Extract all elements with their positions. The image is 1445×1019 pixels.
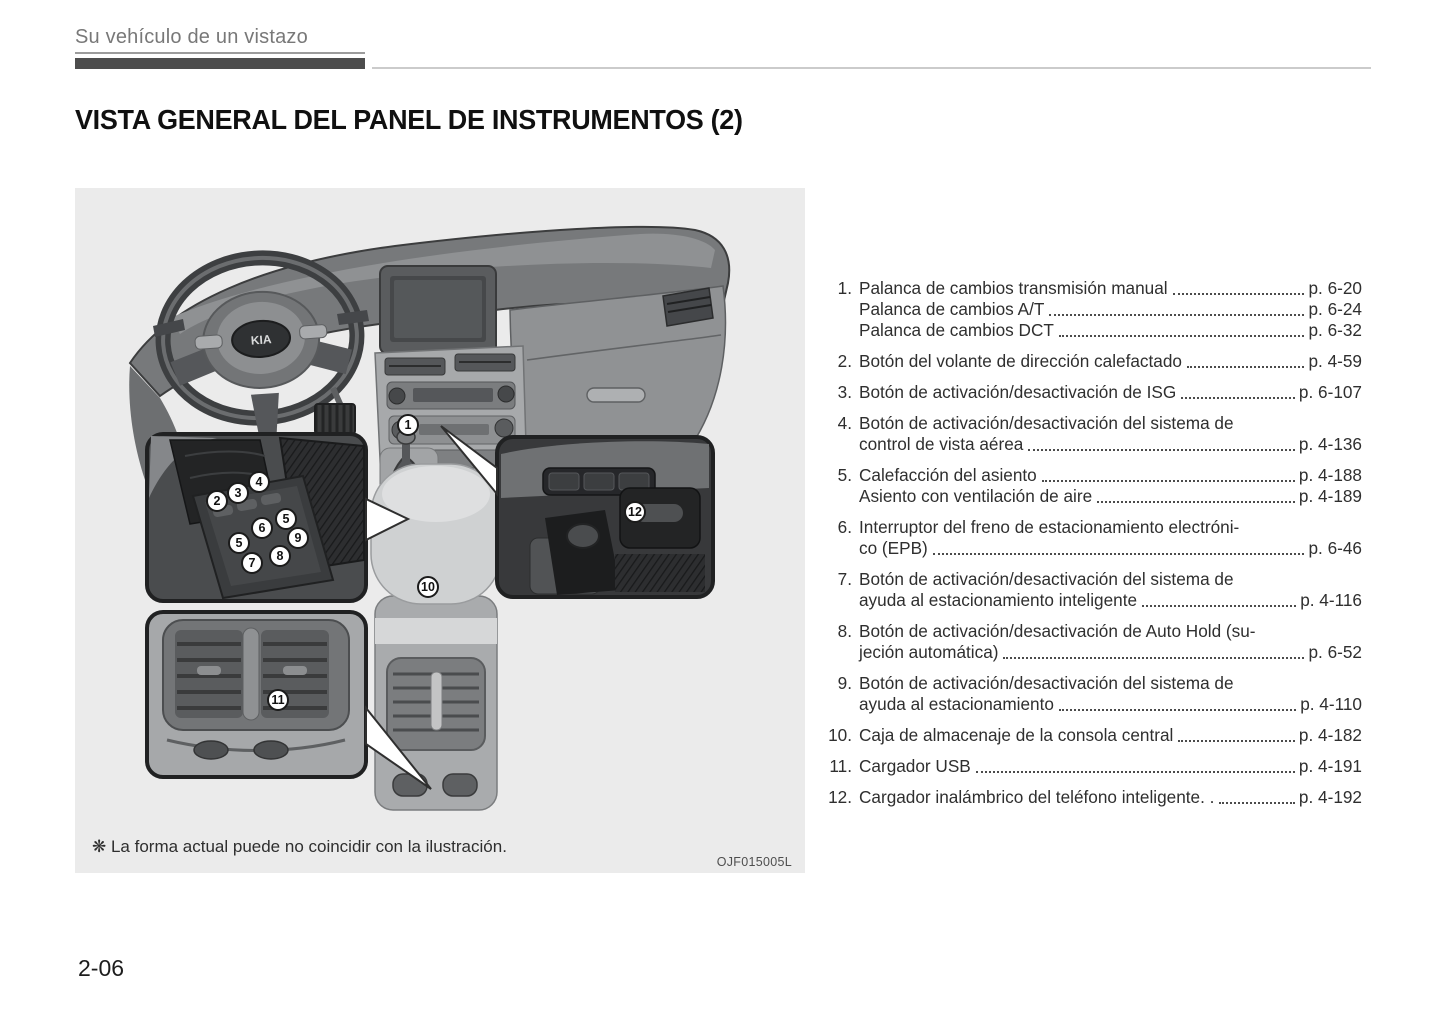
page-reference: p. 6-32 [1308, 320, 1362, 340]
page-reference: p. 6-20 [1308, 278, 1362, 298]
index-entry-text: control de vista aérea [859, 434, 1024, 454]
callout-8: 8 [269, 545, 291, 567]
index-entry-text: ayuda al estacionamiento inteligente [859, 590, 1138, 610]
index-line [859, 299, 1362, 320]
dotted-leader [1173, 278, 1305, 295]
index-item-lines [859, 787, 1362, 808]
header-rule [372, 67, 1371, 69]
callout-5: 5 [275, 508, 297, 530]
index-entry-text: ayuda al estacionamiento [859, 694, 1054, 714]
index-entry-text: Botón de activación/desactivación del sistema de [859, 569, 1234, 589]
page-reference: p. 4-188 [1298, 465, 1362, 485]
index-entry-text: Cargador USB [859, 756, 971, 776]
index-line [859, 725, 1362, 746]
index-line [859, 486, 1362, 507]
index-line [859, 434, 1362, 455]
index-item [820, 756, 1362, 777]
index-item-lines [859, 278, 1362, 341]
index-line [859, 538, 1362, 559]
dotted-leader [1142, 590, 1296, 607]
page-number: 2-06 [78, 955, 125, 981]
dotted-leader [1097, 486, 1295, 503]
index-item [820, 382, 1362, 403]
dotted-leader [1181, 382, 1295, 399]
dotted-leader [1059, 694, 1296, 711]
page-reference: p. 6-107 [1298, 382, 1362, 402]
index-item-lines [859, 621, 1362, 663]
index-item-number: 1. [837, 278, 852, 298]
index-line [859, 590, 1362, 611]
index-line [859, 756, 1362, 777]
index-line [859, 569, 1362, 590]
index-item-lines [859, 517, 1362, 559]
callout-2: 2 [206, 490, 228, 512]
chapter-accent-bar [75, 58, 365, 69]
index-item-lines [859, 569, 1362, 611]
index-entry-text: Interruptor del freno de estacionamiento electróni- [859, 517, 1240, 537]
index-entry-text: Botón de activación/desactivación de Auto Hold (su- [859, 621, 1256, 641]
dotted-leader [1028, 434, 1295, 451]
index-item-number: 9. [837, 673, 852, 693]
index-entry-text: Calefacción del asiento [859, 465, 1037, 485]
index-item [820, 673, 1362, 715]
index-line [859, 517, 1362, 538]
page-reference: p. 4-191 [1298, 756, 1362, 776]
index-entry-text: Cargador inalámbrico del teléfono inteligente. . [859, 787, 1215, 807]
index-line [859, 320, 1362, 341]
dotted-leader [1219, 787, 1294, 804]
page-reference: p. 6-24 [1308, 299, 1362, 319]
page-reference: p. 4-136 [1298, 434, 1362, 454]
index-line [859, 787, 1362, 808]
callout-9: 9 [287, 527, 309, 549]
index-entry-text: Botón de activación/desactivación de ISG [859, 382, 1177, 402]
index-item-lines [859, 673, 1362, 715]
index-entry-text: Botón del volante de dirección calefactado [859, 351, 1182, 371]
index-line [859, 621, 1362, 642]
page-title: VISTA GENERAL DEL PANEL DE INSTRUMENTOS (2) [75, 104, 743, 136]
index-entry-text: Palanca de cambios DCT [859, 320, 1054, 340]
index-panel [820, 278, 1362, 818]
index-line [859, 382, 1362, 403]
index-item-number: 5. [837, 465, 852, 485]
index-item-number: 4. [837, 413, 852, 433]
index-item-number: 11. [829, 756, 852, 776]
callout-5: 5 [228, 532, 250, 554]
page-reference: p. 4-59 [1308, 351, 1362, 371]
callout-3: 3 [227, 482, 249, 504]
page-reference: p. 4-192 [1298, 787, 1362, 807]
index-item-lines [859, 351, 1362, 372]
dotted-leader [1187, 351, 1305, 368]
callout-6: 6 [251, 517, 273, 539]
index-line [859, 673, 1362, 694]
index-item [820, 351, 1362, 372]
kia-badge-text: KIA [250, 332, 272, 348]
index-item [820, 517, 1362, 559]
callout-10: 10 [417, 576, 439, 598]
index-line [859, 413, 1362, 434]
dashboard-figure [75, 188, 805, 873]
index-item-number: 2. [837, 351, 852, 371]
index-entry-text: Botón de activación/desactivación del sistema de [859, 413, 1234, 433]
index-item-lines [859, 725, 1362, 746]
dotted-leader [933, 538, 1305, 555]
callout-12: 12 [624, 501, 646, 523]
index-list [820, 278, 1362, 808]
index-item [820, 621, 1362, 663]
index-entry-text: Botón de activación/desactivación del sistema de [859, 673, 1234, 693]
index-item [820, 569, 1362, 611]
index-line [859, 351, 1362, 372]
index-item-number: 10. [828, 725, 852, 745]
callout-1: 1 [397, 414, 419, 436]
dotted-leader [976, 756, 1295, 773]
callout-11: 11 [267, 689, 289, 711]
index-item-number: 7. [837, 569, 852, 589]
dotted-leader [1059, 320, 1305, 337]
page-reference: p. 4-110 [1300, 694, 1362, 714]
page-reference: p. 4-182 [1298, 725, 1362, 745]
page-reference: p. 6-52 [1308, 642, 1362, 662]
index-line [859, 465, 1362, 486]
index-item-number: 8. [837, 621, 852, 641]
index-item-number: 3. [837, 382, 852, 402]
chapter-label: Su vehículo de un vistazo [75, 26, 365, 54]
index-entry-text: Asiento con ventilación de aire [859, 486, 1093, 506]
index-entry-text: jeción automática) [859, 642, 999, 662]
dotted-leader [1042, 465, 1295, 482]
index-item-lines [859, 413, 1362, 455]
index-line [859, 642, 1362, 663]
dotted-leader [1003, 642, 1304, 659]
index-line [859, 694, 1362, 715]
dotted-leader [1178, 725, 1295, 742]
index-line [859, 278, 1362, 299]
index-item [820, 278, 1362, 341]
callout-layer [75, 188, 805, 873]
page-reference: p. 4-189 [1298, 486, 1362, 506]
callout-7: 7 [241, 552, 263, 574]
index-item-lines [859, 465, 1362, 507]
index-item [820, 413, 1362, 455]
index-entry-text: co (EPB) [859, 538, 928, 558]
figure-code: OJF015005L [716, 855, 792, 869]
index-entry-text: Palanca de cambios transmisión manual [859, 278, 1168, 298]
dotted-leader [1049, 299, 1304, 316]
figure-note: ❋ La forma actual puede no coincidir con la ilustración. [92, 837, 507, 856]
index-item [820, 787, 1362, 808]
index-item-number: 12. [828, 787, 852, 807]
index-item-lines [859, 382, 1362, 403]
index-entry-text: Palanca de cambios A/T [859, 299, 1045, 319]
index-item [820, 465, 1362, 507]
page-reference: p. 6-46 [1308, 538, 1362, 558]
page-reference: p. 4-116 [1300, 590, 1362, 610]
callout-4: 4 [248, 471, 270, 493]
index-item-number: 6. [837, 517, 852, 537]
index-entry-text: Caja de almacenaje de la consola central [859, 725, 1174, 745]
index-item [820, 725, 1362, 746]
index-item-lines [859, 756, 1362, 777]
